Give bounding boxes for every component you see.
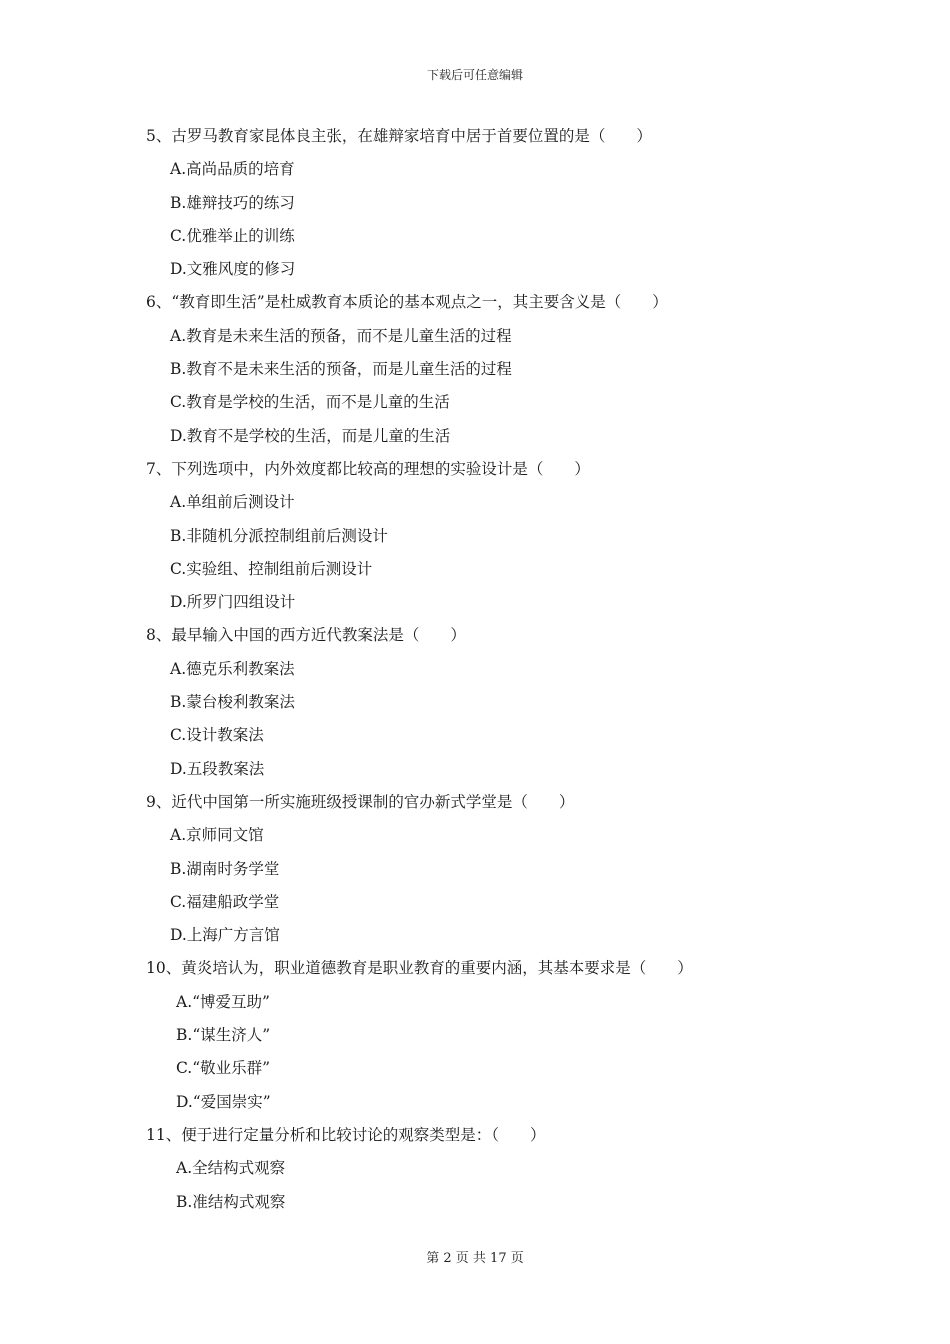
option-c: C.教育是学校的生活，而不是儿童的生活 <box>170 393 450 412</box>
question-stem: 9、近代中国第一所实施班级授课制的官办新式学堂是（ ） <box>146 792 575 811</box>
option-b: B.“谋生济人” <box>176 1026 271 1045</box>
question-stem: 11、便于进行定量分析和比较讨论的观察类型是：（ ） <box>146 1125 546 1144</box>
option-a: A.德克乐利教案法 <box>170 659 295 678</box>
question-11 <box>0 1119 950 1219</box>
option-b: B.蒙台梭利教案法 <box>170 693 295 712</box>
option-c: C.福建船政学堂 <box>170 892 280 911</box>
question-stem: 7、下列选项中，内外效度都比较高的理想的实验设计是（ ） <box>146 459 590 478</box>
option-b: B.准结构式观察 <box>176 1192 286 1211</box>
option-a: A.教育是未来生活的预备，而不是儿童生活的过程 <box>170 326 512 345</box>
option-c: C.“敬业乐群” <box>176 1059 271 1078</box>
question-list <box>0 120 950 1219</box>
question-10 <box>0 952 950 1118</box>
page-header-note: 下载后可任意编辑 <box>426 68 523 82</box>
option-d: D.“爱国崇实” <box>176 1092 271 1111</box>
question-stem: 10、黄炎培认为，职业道德教育是职业教育的重要内涵，其基本要求是（ ） <box>146 959 693 978</box>
question-5 <box>0 120 950 286</box>
option-a: A.全结构式观察 <box>176 1159 286 1178</box>
option-b: B.非随机分派控制组前后测设计 <box>170 526 388 545</box>
option-b: B.湖南时务学堂 <box>170 859 280 878</box>
option-a: A.“博爱互助” <box>176 992 270 1011</box>
page-number-footer: 第 2 页 共 17 页 <box>426 1251 524 1266</box>
question-7 <box>0 453 950 619</box>
option-b: B.雄辩技巧的练习 <box>170 193 295 212</box>
option-a: A.京师同文馆 <box>170 826 264 845</box>
option-d: D.上海广方言馆 <box>170 926 280 945</box>
option-a: A.单组前后测设计 <box>170 493 295 512</box>
question-6 <box>0 286 950 452</box>
question-stem: 5、古罗马教育家昆体良主张，在雄辩家培育中居于首要位置的是（ ） <box>146 127 652 145</box>
question-stem: 8、最早输入中国的西方近代教案法是（ ） <box>146 626 466 645</box>
option-a: A.高尚品质的培育 <box>170 160 295 179</box>
question-stem: 6、“教育即生活”是杜威教育本质论的基本观点之一，其主要含义是（ ） <box>146 293 668 312</box>
option-d: D.五段教案法 <box>170 759 265 778</box>
option-c: C.设计教案法 <box>170 726 264 745</box>
question-8 <box>0 619 950 785</box>
option-b: B.教育不是未来生活的预备，而是儿童生活的过程 <box>170 360 512 379</box>
question-9 <box>0 786 950 952</box>
option-c: C.实验组、控制组前后测设计 <box>170 559 373 578</box>
option-c: C.优雅举止的训练 <box>170 226 295 245</box>
option-d: D.文雅风度的修习 <box>170 260 296 279</box>
option-d: D.教育不是学校的生活，而是儿童的生活 <box>170 426 451 445</box>
option-d: D.所罗门四组设计 <box>170 593 296 612</box>
